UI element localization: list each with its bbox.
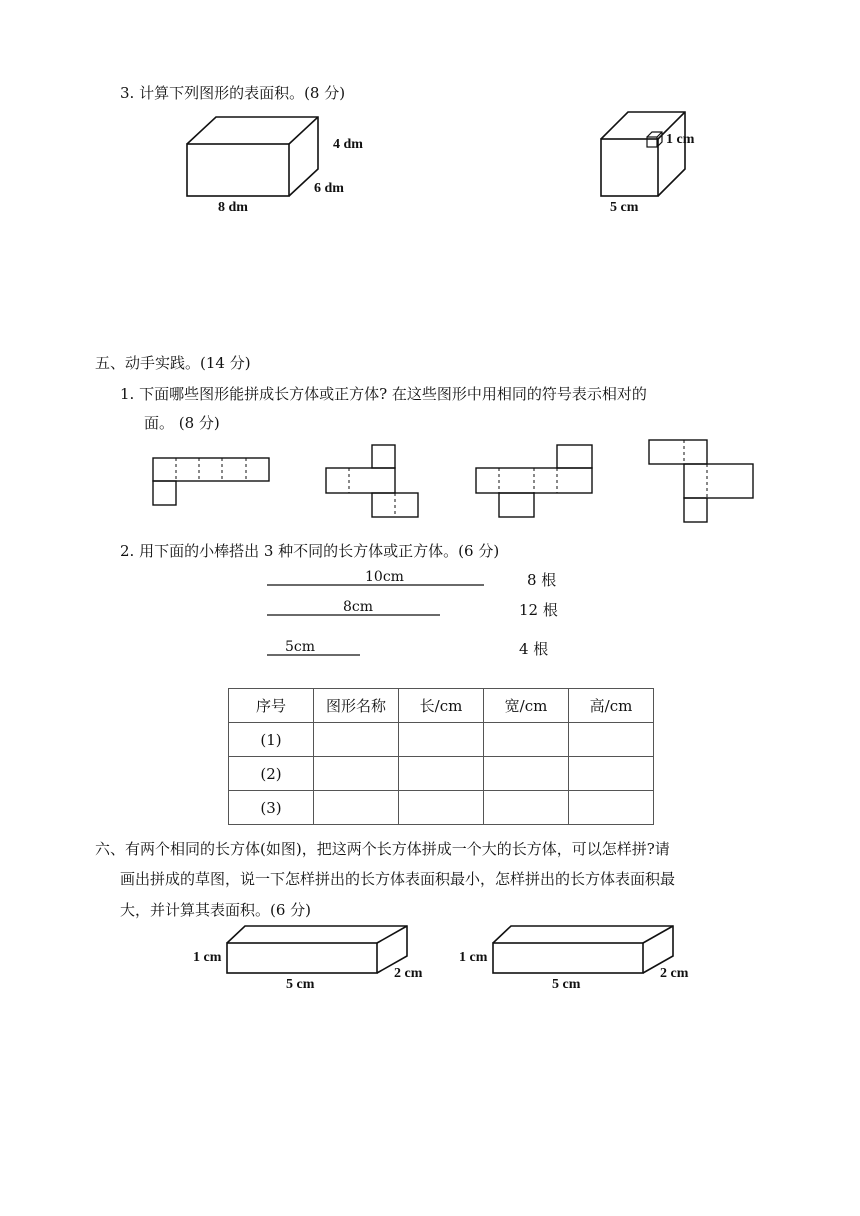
- cuboid-length-label: 8 dm: [218, 200, 248, 215]
- row-index: (2): [229, 757, 314, 791]
- stick-count: 12 根: [519, 601, 558, 619]
- section5-title: 五、动手实践。(14 分): [95, 354, 251, 372]
- cuboid-left: [227, 926, 407, 973]
- box1-width-label: 2 cm: [394, 966, 423, 981]
- box1-height-label: 1 cm: [193, 950, 222, 965]
- section5-q1-line2: 面。 (8 分): [144, 414, 220, 432]
- box2-width-label: 2 cm: [660, 966, 689, 981]
- cuboid-width-label: 6 dm: [314, 181, 344, 196]
- header-cell: 宽/cm: [484, 689, 569, 723]
- section6-line2: 画出拼成的草图，说一下怎样拼出的长方体表面积最小，怎样拼出的长方体表面积最: [120, 870, 676, 888]
- row-index: (3): [229, 791, 314, 825]
- cube-hole-label: 1 cm: [666, 132, 695, 147]
- box2-length-label: 5 cm: [552, 977, 581, 992]
- box2-height-label: 1 cm: [459, 950, 488, 965]
- stick-count: 8 根: [527, 571, 557, 589]
- stick-count: 4 根: [519, 640, 549, 658]
- stick-length-label: 10cm: [365, 569, 404, 585]
- section5-q2-title: 2. 用下面的小棒搭出 3 种不同的长方体或正方体。(6 分): [120, 542, 500, 560]
- section5-q1-line1: 1. 下面哪些图形能拼成长方体或正方体? 在这些图形中用相同的符号表示相对的: [120, 385, 647, 403]
- stick-length-label: 5cm: [285, 639, 316, 655]
- section6-line3: 大，并计算其表面积。(6 分): [120, 901, 312, 919]
- box1-length-label: 5 cm: [286, 977, 315, 992]
- cuboid-right: [493, 926, 673, 973]
- header-cell: 长/cm: [399, 689, 484, 723]
- header-cell: 高/cm: [569, 689, 654, 723]
- q3-title: 3. 计算下列图形的表面积。(8 分): [120, 84, 346, 102]
- cube-edge-label: 5 cm: [610, 200, 639, 215]
- header-cell: 序号: [229, 689, 314, 723]
- row-index: (1): [229, 723, 314, 757]
- stick-length-label: 8cm: [343, 599, 374, 615]
- cuboid-height-label: 4 dm: [333, 137, 363, 152]
- header-cell: 图形名称: [314, 689, 399, 723]
- section6-line1: 六、有两个相同的长方体(如图)，把这两个长方体拼成一个大的长方体，可以怎样拼?请: [95, 840, 670, 858]
